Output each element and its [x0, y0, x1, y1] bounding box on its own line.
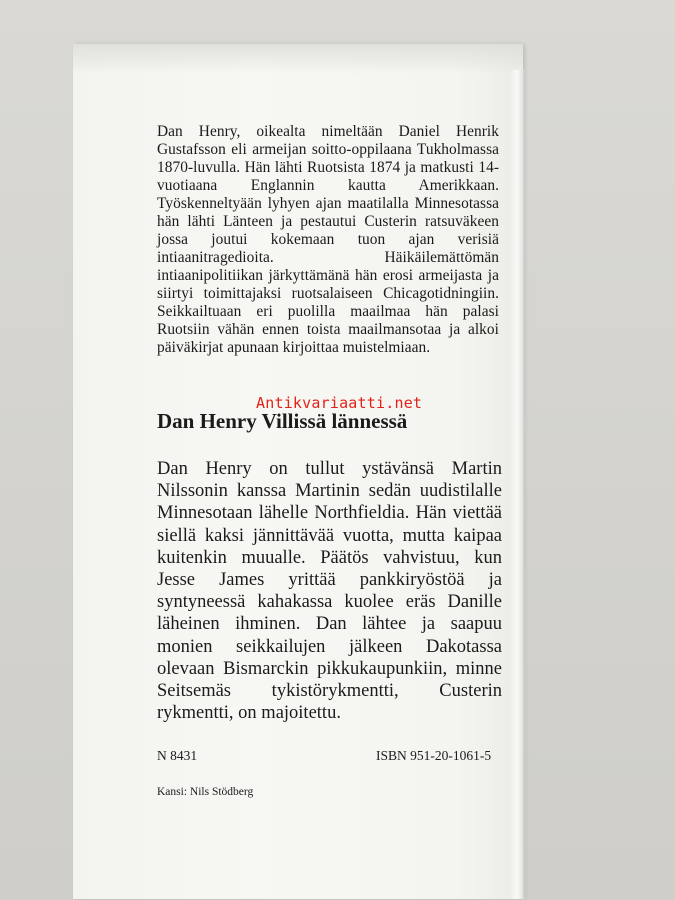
- plastic-wrap-fold: [73, 44, 523, 74]
- cover-spine-edge: [510, 70, 526, 899]
- cover-credit: Kansi: Nils Stödberg: [157, 786, 254, 798]
- book-synopsis-text: Dan Henry on tullut ystävänsä Martin Nilssonin kanssa Martinin sedän uudistilalle Minnesotaan lähelle Northfieldia. Hän viettää siellä kaksi jännittävää vuotta, mutta kaipaa kuitenkin muualle. Päätös vahvistuu, kun Jesse James yrittää pankkiryöstöä ja syntyneessä kahakassa kuolee eräs Danille läheinen ihminen. Dan lähtee ja saapuu monien seikkailujen jälkeen Dakotassa olevaan Bismarckin pikkukaupunkiin, minne Seitsemäs tykistörykmentti, Custerin rykmentti, on majoitettu.: [157, 459, 502, 724]
- seller-watermark: Antikvariaatti.net: [256, 394, 423, 412]
- book-title: Dan Henry Villissä lännessä: [157, 409, 408, 433]
- author-bio-text: Dan Henry, oikealta nimeltään Daniel Henrik Gustafsson eli armeijan soitto-oppilaana Tukholmassa 1870-luvulla. Hän lähti Ruotsista 1874 ja matkusti 14-vuotiaana Englannin kautta Amerikkaan. Työskenneltyään lyhyen ajan maatilalla Minnesotassa hän lähti Länteen ja pestautui Custerin ratsuväkeen jossa joutui kokemaan tuon ajan verisiä intiaanitragedioita. Häikäilemättömän intiaanipolitiikan järkyttämänä hän erosi armeijasta ja siirtyi toimittajaksi ruotsalaiseen Chicagotidningiin. Seikkailtuaan eri puolilla maailmaa hän palasi Ruotsiin vähän ennen toista maailmansotaa ja alkoi päiväkirjat apunaan kirjoittaa muistelmiaan.: [157, 123, 499, 356]
- catalog-number: N 8431: [157, 748, 198, 763]
- isbn-number: ISBN 951-20-1061-5: [376, 748, 492, 763]
